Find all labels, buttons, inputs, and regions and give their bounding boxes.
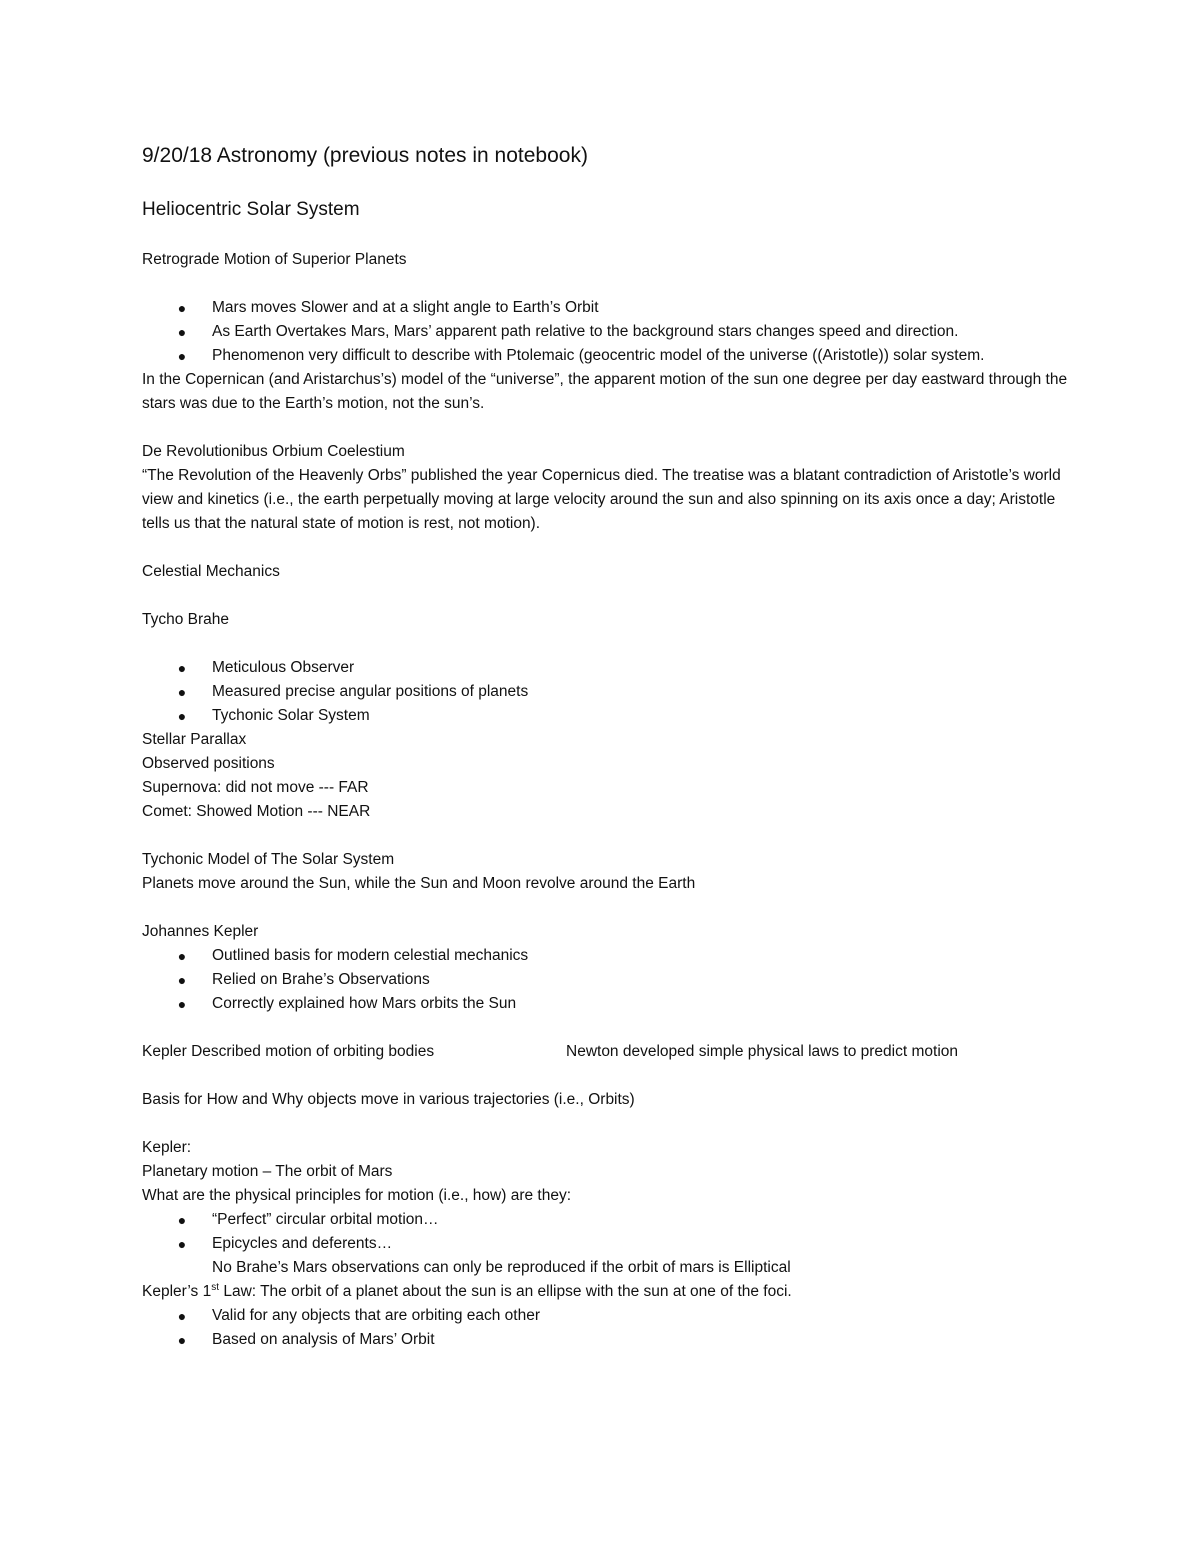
document-content [142, 140, 1072, 1352]
list-item: ● Mars moves Slower and at a slight angle to Earth’s Orbit [142, 296, 1072, 320]
bullet-icon: ● [177, 684, 187, 700]
bullet-icon: ● [177, 660, 187, 676]
kepler-list [142, 944, 1072, 1016]
tychonic-model-heading: Tychonic Model of The Solar System [142, 851, 395, 868]
retrograde-list [142, 296, 1072, 368]
de-revolutionibus-heading: De Revolutionibus Orbium Coelestium [142, 443, 405, 460]
retrograde-heading: Retrograde Motion of Superior Planets [142, 251, 407, 268]
text-line: Observed positions [142, 755, 275, 772]
bullet-icon: ● [177, 708, 187, 724]
list-item: ● Relied on Brahe’s Observations [142, 968, 1072, 992]
list-item: ● Based on analysis of Mars’ Orbit [142, 1328, 1072, 1352]
principles-list [142, 1208, 1072, 1256]
list-item: ● As Earth Overtakes Mars, Mars’ apparent path relative to the background stars changes speed and direction. [142, 320, 1072, 344]
list-item: ● Measured precise angular positions of planets [142, 680, 1072, 704]
list-item: ● Phenomenon very difficult to describe with Ptolemaic (geocentric model of the universe ((Aristotle)) solar system. [142, 344, 1072, 368]
copernican-paragraph: In the Copernican (and Aristarchus’s) model of the “universe”, the apparent motion of the sun one degree per day eastward through the stars was due to the Earth’s motion, not the sun’s. [142, 371, 1068, 412]
text-line: Supernova: did not move --- FAR [142, 779, 369, 796]
page-title: 9/20/18 Astronomy (previous notes in notebook) [142, 144, 588, 167]
first-law-list [142, 1304, 1072, 1352]
list-item: ● Tychonic Solar System [142, 704, 1072, 728]
list-item: ● Valid for any objects that are orbiting each other [142, 1304, 1072, 1328]
basis-line: Basis for How and Why objects move in various trajectories (i.e., Orbits) [142, 1091, 635, 1108]
comparison-row [142, 1040, 1072, 1064]
list-item: ● Meticulous Observer [142, 656, 1072, 680]
bullet-icon: ● [177, 1236, 187, 1252]
bullet-icon: ● [177, 1212, 187, 1228]
bullet-icon: ● [177, 1332, 187, 1348]
text-line: Comet: Showed Motion --- NEAR [142, 803, 371, 820]
text-line: Stellar Parallax [142, 731, 247, 748]
elliptical-note: No Brahe’s Mars observations can only be reproduced if the orbit of mars is Elliptical [212, 1259, 791, 1276]
de-revolutionibus-paragraph: “The Revolution of the Heavenly Orbs” published the year Copernicus died. The treatise was a blatant contradiction of Aristotle’s world view and kinetics (i.e., the earth perpetually moving at large velocity around the sun and also spinning on its axis once a day; Aristotle tells us that the natural state of motion is rest, not motion). [142, 467, 1061, 532]
bullet-icon: ● [177, 996, 187, 1012]
text-line: Planetary motion – The orbit of Mars [142, 1163, 393, 1180]
bullet-icon: ● [177, 300, 187, 316]
tycho-list [142, 656, 1072, 728]
first-law: Kepler’s 1st Law: The orbit of a planet about the sun is an ellipse with the sun at one of the foci. [142, 1281, 792, 1300]
list-item: ● Correctly explained how Mars orbits the Sun [142, 992, 1072, 1016]
tychonic-model-text: Planets move around the Sun, while the Sun and Moon revolve around the Earth [142, 875, 696, 892]
list-item: ● Outlined basis for modern celestial mechanics [142, 944, 1072, 968]
bullet-icon: ● [177, 348, 187, 364]
bullet-icon: ● [177, 972, 187, 988]
tycho-heading: Tycho Brahe [142, 611, 230, 628]
bullet-icon: ● [177, 324, 187, 340]
kepler-subheading: Kepler: [142, 1139, 192, 1156]
kepler-comparison: Kepler Described motion of orbiting bodies [142, 1043, 435, 1060]
bullet-icon: ● [177, 948, 187, 964]
section-heading: Heliocentric Solar System [142, 199, 360, 220]
text-line: What are the physical principles for motion (i.e., how) are they: [142, 1187, 572, 1204]
list-item: ● “Perfect” circular orbital motion… [142, 1208, 1072, 1232]
newton-comparison: Newton developed simple physical laws to predict motion [566, 1043, 959, 1060]
kepler-heading: Johannes Kepler [142, 923, 259, 940]
celestial-mechanics-heading: Celestial Mechanics [142, 563, 280, 580]
list-item: ● Epicycles and deferents… [142, 1232, 1072, 1256]
bullet-icon: ● [177, 1308, 187, 1324]
